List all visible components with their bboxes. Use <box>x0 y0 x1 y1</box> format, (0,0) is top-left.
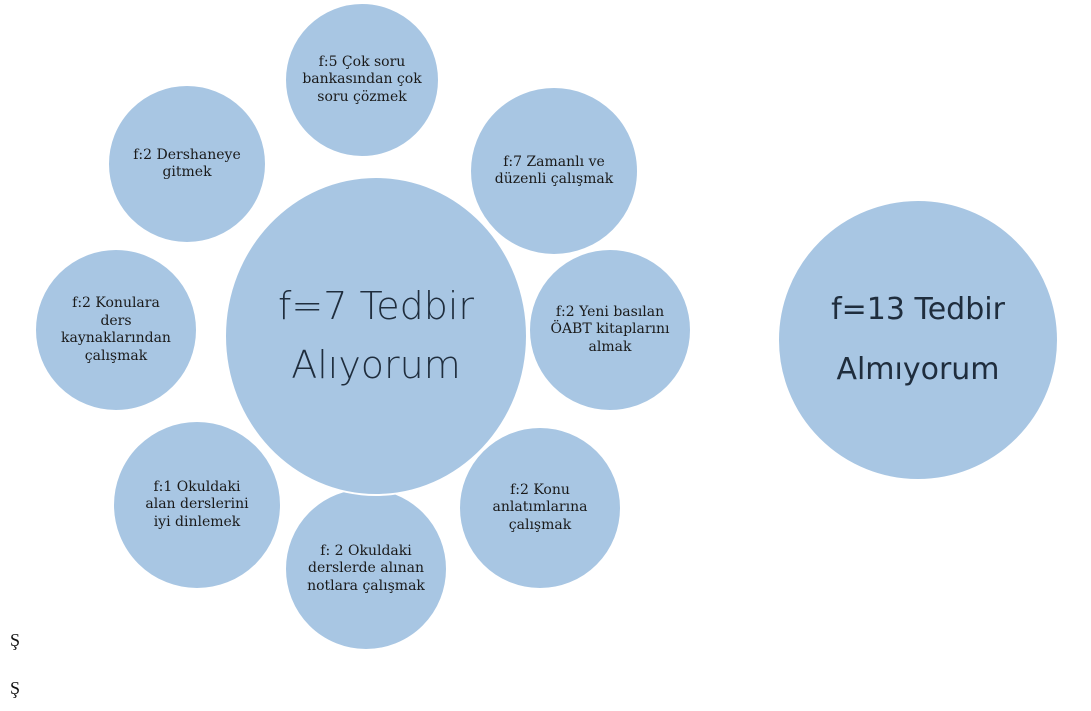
satellite-label: f:2 Yeni basılan ÖABT kitaplarını almak <box>550 303 670 355</box>
satellite-label: f:1 Okuldaki alan derslerini iyi dinlemek <box>145 478 249 530</box>
center-label: f=7 Tedbir Alıyorum <box>277 284 475 387</box>
satellite-circle-top <box>284 2 440 158</box>
satellite-circle-left <box>34 248 198 412</box>
satellite-circle-bottom <box>284 487 448 651</box>
satellite-label: f:2 Dershaneye gitmek <box>133 146 241 180</box>
right-label: f=13 Tedbir Almıyorum <box>831 292 1005 387</box>
satellite-circle-top-left <box>107 84 267 244</box>
satellite-label: f:7 Zamanlı ve düzenli çalışmak <box>494 153 614 187</box>
satellite-circle-right <box>528 248 692 412</box>
stray-character: Ş <box>10 678 21 698</box>
satellite-label: f: 2 Okuldaki derslerde alınan notlara çalışmak <box>307 542 425 594</box>
satellite-label: f:2 Konulara ders kaynaklarından çalışmak <box>61 295 171 364</box>
center-circle <box>224 176 528 496</box>
satellite-label: f:5 Çok soru bankasından çok soru çözmek <box>302 53 422 105</box>
right-circle <box>777 199 1059 481</box>
satellite-circle-bottom-left <box>112 420 282 590</box>
stray-character: Ş <box>10 630 21 650</box>
satellite-circle-bottom-right <box>458 426 622 590</box>
satellite-label: f:2 Konu anlatımlarına çalışmak <box>492 481 588 533</box>
satellite-circle-top-right <box>469 86 639 256</box>
